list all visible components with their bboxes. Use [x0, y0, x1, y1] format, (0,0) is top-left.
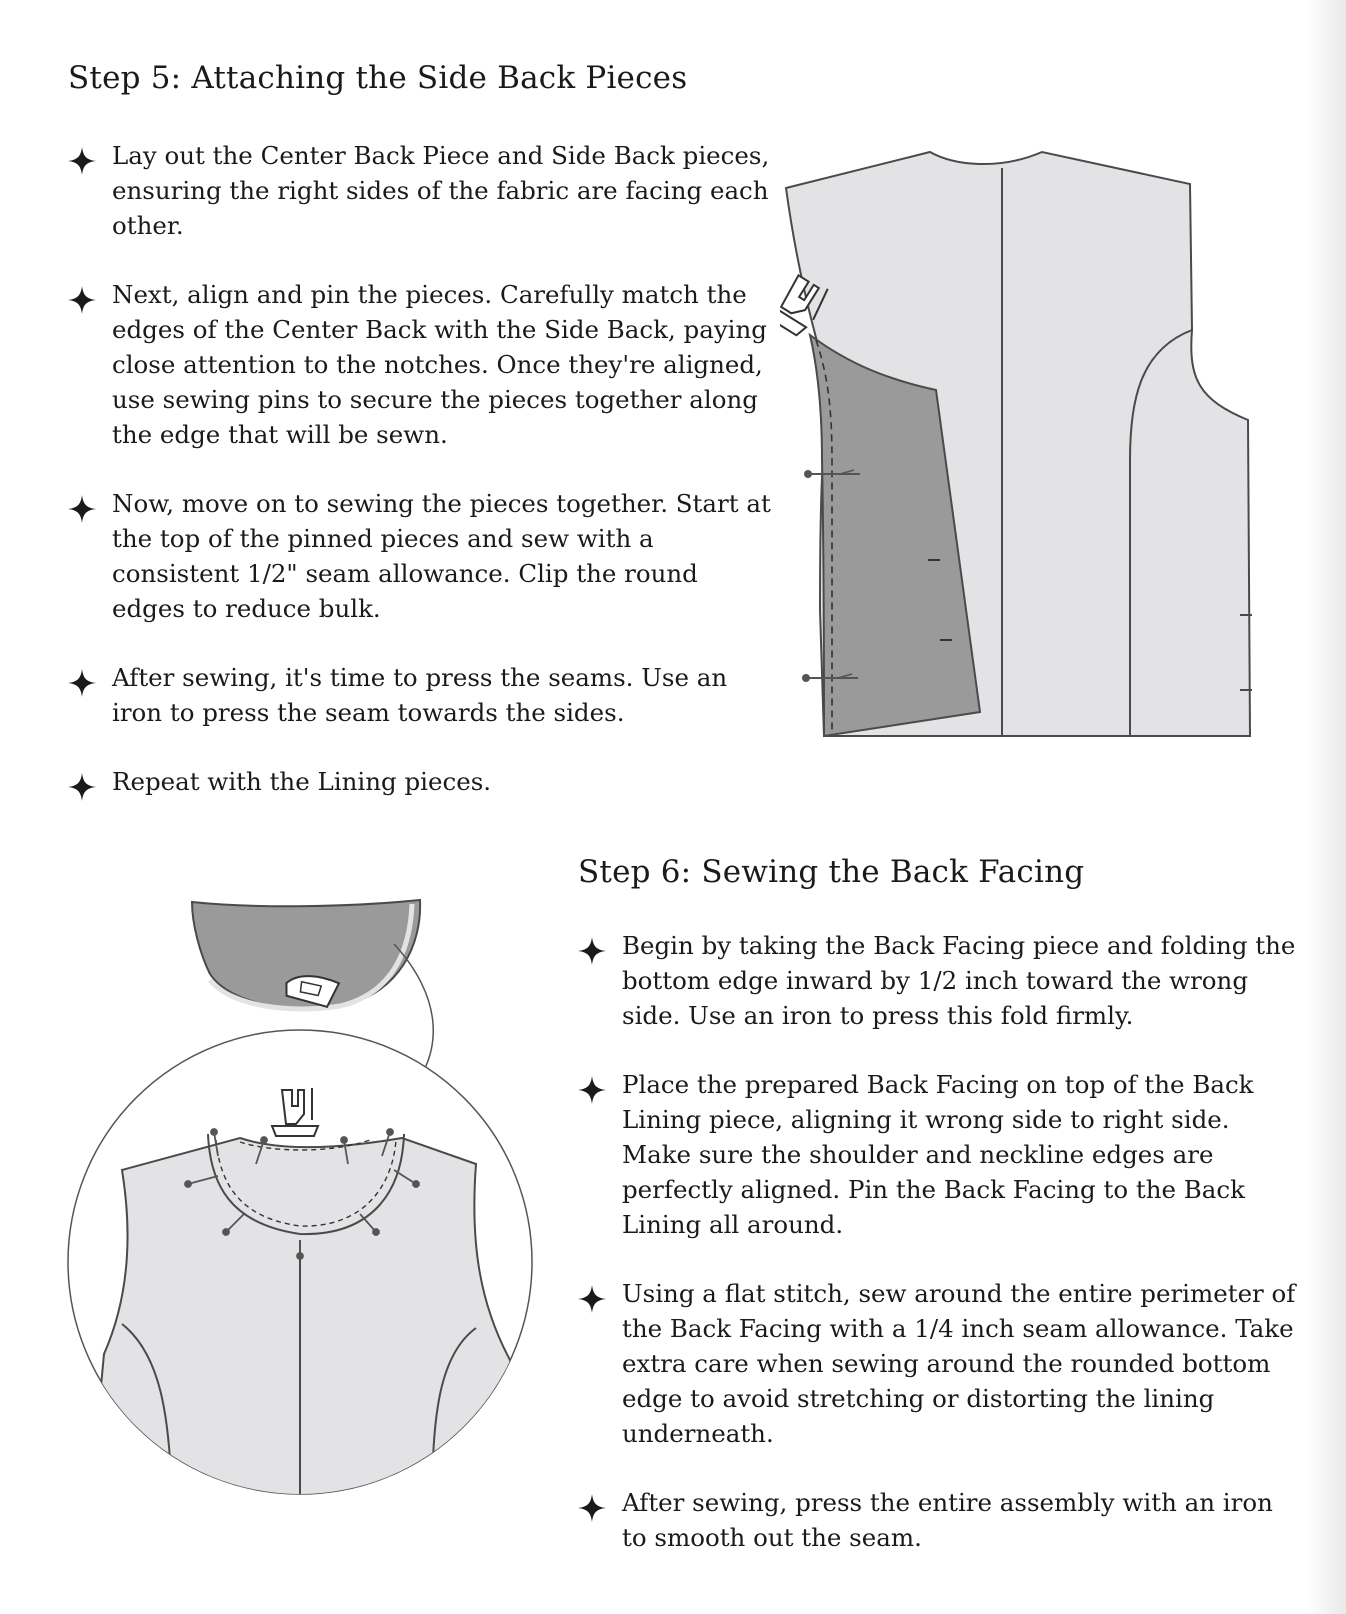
step5-item: [68, 660, 778, 730]
star-bullet-icon: [578, 937, 606, 965]
star-bullet-icon: [68, 147, 96, 175]
step6-title: Step 6: Sewing the Back Facing: [578, 854, 1085, 890]
step5-item-text: Next, align and pin the pieces. Carefully match the edges of the Center Back with the Side Back, paying close attention to the notches. Once they're aligned, use sewing pins to secure the pieces together along the edge that will be sewn.: [112, 280, 767, 449]
step5-item-text: After sewing, it's time to press the seams. Use an iron to press the seam towards the sides.: [112, 663, 728, 727]
step6-item: [578, 1485, 1298, 1555]
step5-instructions: [68, 138, 778, 833]
step5-item: [68, 486, 778, 626]
step6-item-text: Using a flat stitch, sew around the entire perimeter of the Back Facing with a 1/4 inch seam allowance. Take extra care when sewing around the rounded bottom edge to avoid stretching or distorting the lining underneath.: [622, 1279, 1296, 1448]
back-facing-illustration: [60, 884, 560, 1504]
step6-item-text: After sewing, press the entire assembly with an iron to smooth out the seam.: [622, 1488, 1273, 1552]
star-bullet-icon: [578, 1285, 606, 1313]
star-bullet-icon: [68, 495, 96, 523]
step5-title: Step 5: Attaching the Side Back Pieces: [68, 60, 688, 96]
step6-item-text: Begin by taking the Back Facing piece and folding the bottom edge inward by 1/2 inch toward the wrong side. Use an iron to press this fold firmly.: [622, 931, 1296, 1030]
star-bullet-icon: [68, 773, 96, 801]
star-bullet-icon: [578, 1076, 606, 1104]
step5-item: [68, 277, 778, 452]
step5-item: [68, 138, 778, 243]
step5-item-text: Lay out the Center Back Piece and Side Back pieces, ensuring the right sides of the fabric are facing each other.: [112, 141, 770, 240]
step5-item-text: Repeat with the Lining pieces.: [112, 767, 492, 796]
step6-instructions: [578, 928, 1298, 1589]
step6-item: [578, 928, 1298, 1033]
star-bullet-icon: [68, 669, 96, 697]
step6-item: [578, 1276, 1298, 1451]
bodice-back-illustration: [780, 140, 1300, 740]
step6-item-text: Place the prepared Back Facing on top of the Back Lining piece, aligning it wrong side to right side. Make sure the shoulder and neckline edges are perfectly aligned. Pin the Back Facing to the Back Lining all around.: [622, 1070, 1254, 1239]
page-edge-shadow: [1308, 0, 1346, 1614]
step5-item-text: Now, move on to sewing the pieces together. Start at the top of the pinned pieces and sew with a consistent 1/2" seam allowance. Clip the round edges to reduce bulk.: [112, 489, 771, 623]
star-bullet-icon: [578, 1494, 606, 1522]
step5-item: [68, 764, 778, 799]
star-bullet-icon: [68, 286, 96, 314]
step6-item: [578, 1067, 1298, 1242]
back-lining-piece: [90, 1138, 530, 1504]
